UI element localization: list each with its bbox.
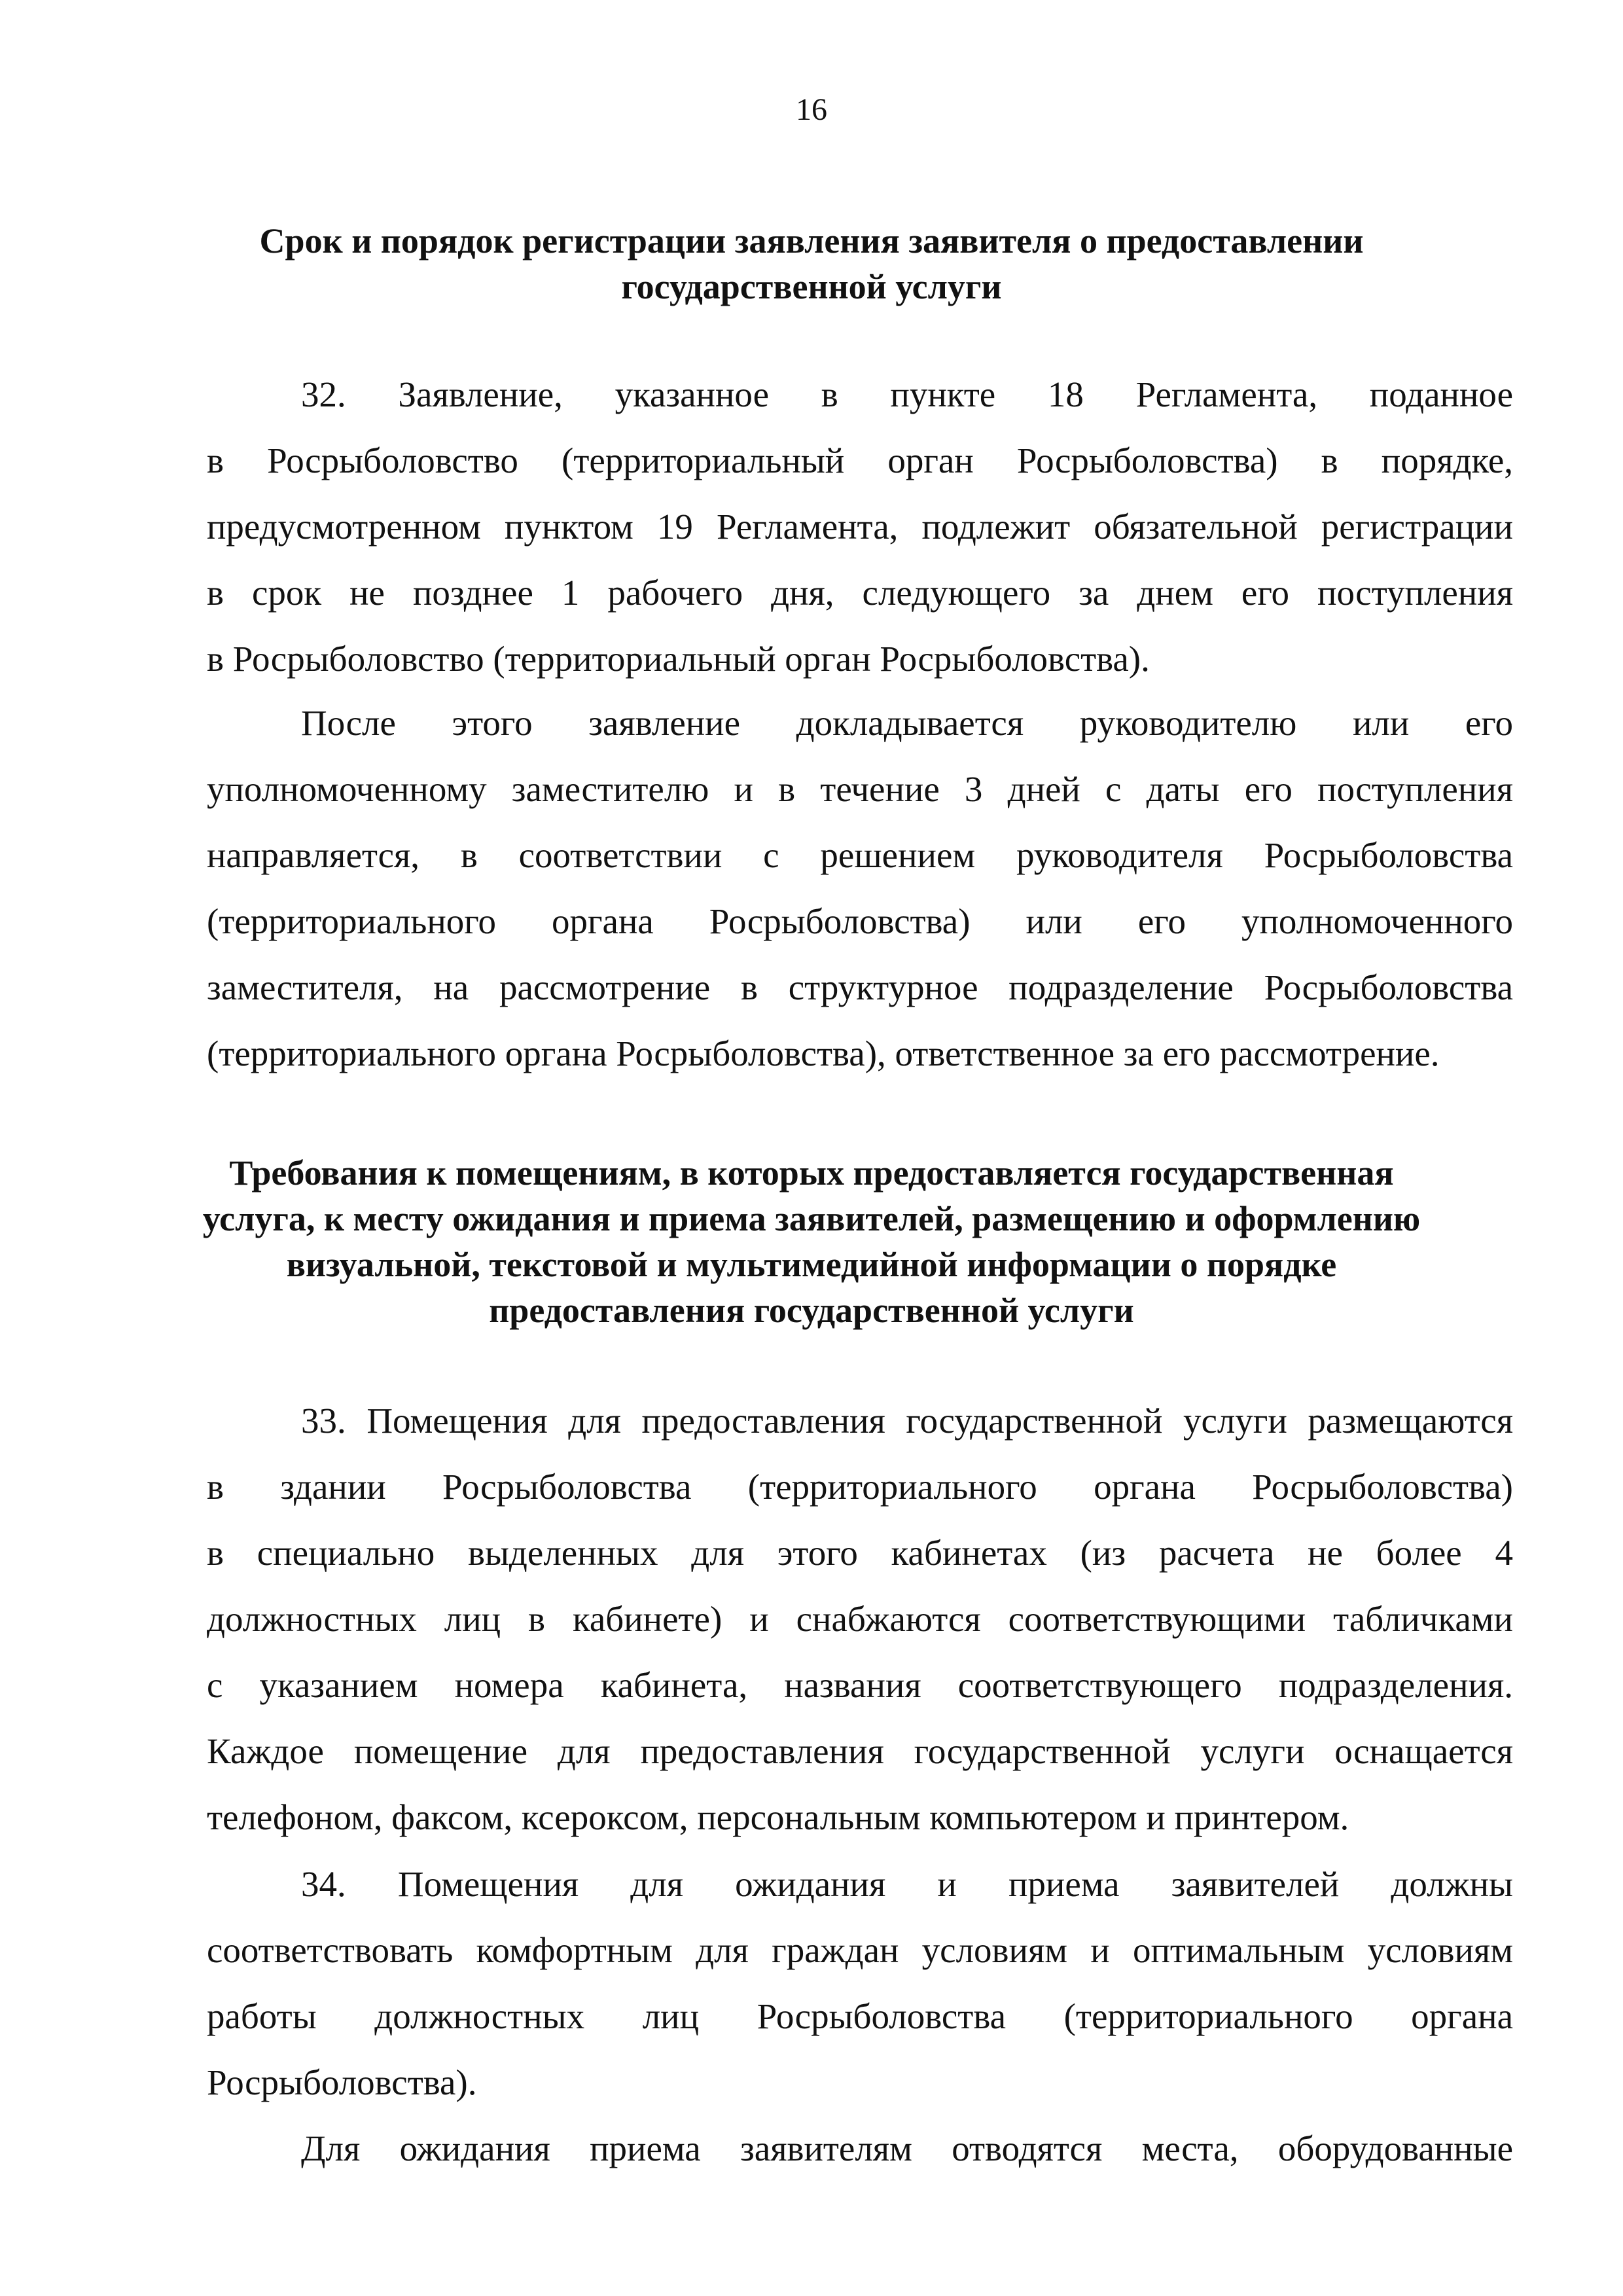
text-line: направляется, в соответствии с решением руководителя Росрыболовства xyxy=(207,835,1513,875)
text-line: в Росрыболовство (территориальный орган Росрыболовства) в порядке, xyxy=(207,440,1513,480)
text-line: работы должностных лиц Росрыболовства (территориального органа xyxy=(207,1996,1513,2036)
text-line: 34. Помещения для ожидания и приема заявителей должны xyxy=(301,1864,1513,1904)
heading-line: Срок и порядок регистрации заявления заявителя о предоставлении xyxy=(259,221,1364,260)
text-line: телефоном, факсом, ксероксом, персональным компьютером и принтером. xyxy=(207,1797,1349,1837)
paragraph-33 xyxy=(207,1388,1513,1850)
text-line: 33. Помещения для предоставления государственной услуги размещаются xyxy=(301,1401,1513,1441)
text-line: (территориального органа Росрыболовства), ответственное за его рассмотрение. xyxy=(207,1033,1440,1073)
paragraph-34 xyxy=(207,1851,1513,2115)
paragraph-waiting-places xyxy=(207,2115,1513,2181)
text-line: Для ожидания приема заявителям отводятся места, оборудованные xyxy=(301,2128,1513,2168)
text-line: предусмотренном пунктом 19 Регламента, подлежит обязательной регистрации xyxy=(207,507,1513,547)
text-line: 32. Заявление, указанное в пункте 18 Регламента, поданное xyxy=(301,374,1513,414)
text-line: уполномоченному заместителю и в течение 3 дней с даты его поступления xyxy=(207,769,1513,809)
heading-line: государственной услуги xyxy=(621,267,1002,306)
heading-line: услуга, к месту ожидания и приема заявителей, размещению и оформлению xyxy=(202,1199,1421,1238)
text-line: в Росрыболовство (территориальный орган Росрыболовства). xyxy=(207,639,1150,679)
paragraph-after-registration xyxy=(207,690,1513,1086)
text-line: в здании Росрыболовства (территориального органа Росрыболовства) xyxy=(207,1467,1513,1507)
text-line: с указанием номера кабинета, названия соответствующего подразделения. xyxy=(207,1665,1513,1705)
text-line: Каждое помещение для предоставления государственной услуги оснащается xyxy=(207,1731,1513,1771)
text-line: заместителя, на рассмотрение в структурное подразделение Росрыболовства xyxy=(207,967,1513,1007)
text-line: соответствовать комфортным для граждан условиям и оптимальным условиям xyxy=(207,1930,1513,1970)
page-number: 16 xyxy=(796,92,827,127)
text-line: в специально выделенных для этого кабинетах (из расчета не более 4 xyxy=(207,1533,1513,1573)
section-heading-premises xyxy=(196,1150,1427,1333)
section-heading-registration xyxy=(196,218,1427,310)
heading-line: Требования к помещениям, в которых предоставляется государственная xyxy=(229,1153,1394,1193)
text-line: должностных лиц в кабинете) и снабжаются соответствующими табличками xyxy=(207,1599,1513,1639)
text-line: Росрыболовства). xyxy=(207,2062,477,2102)
text-line: (территориального органа Росрыболовства) или его уполномоченного xyxy=(207,901,1513,941)
heading-line: предоставления государственной услуги xyxy=(489,1291,1134,1330)
heading-line: визуальной, текстовой и мультимедийной информации о порядке xyxy=(286,1245,1337,1284)
paragraph-32 xyxy=(207,361,1513,692)
text-line: в срок не позднее 1 рабочего дня, следующего за днем его поступления xyxy=(207,573,1513,613)
text-line: После этого заявление докладывается руководителю или его xyxy=(301,703,1513,743)
